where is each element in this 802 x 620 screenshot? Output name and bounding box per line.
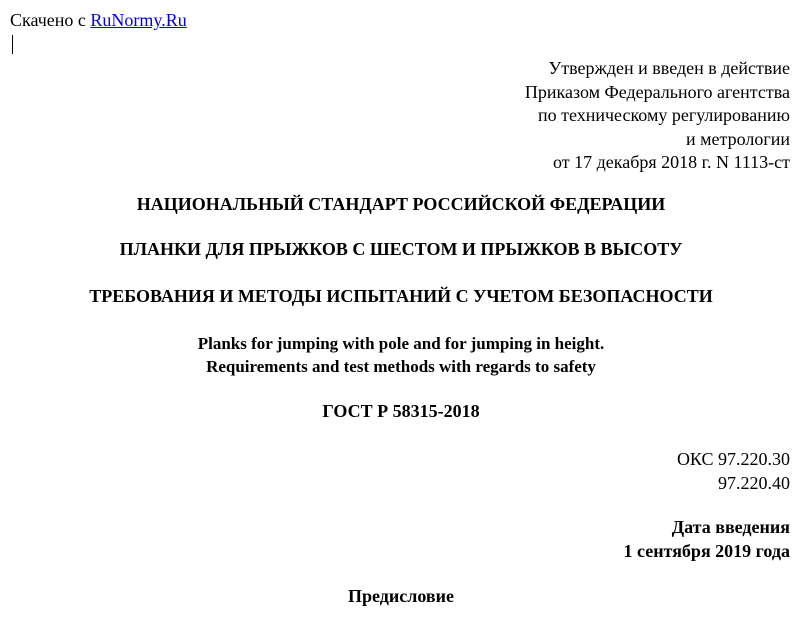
introduction-date-value: 1 сентября 2019 года [623, 541, 790, 561]
approval-line: Утвержден и введен в действие [548, 58, 790, 78]
english-title [0, 332, 802, 378]
document-subtitle: ТРЕБОВАНИЯ И МЕТОДЫ ИСПЫТАНИЙ С УЧЕТОМ БЕЗОПАСНОСТИ [89, 286, 713, 306]
okc-code-1: ОКС 97.220.30 [676, 449, 790, 469]
source-prefix: Скачено с [10, 10, 91, 30]
source-line [10, 10, 187, 31]
text-cursor [12, 35, 13, 54]
foreword-heading: Предисловие [348, 586, 454, 606]
okc-classification [677, 448, 790, 495]
approval-line: по техническому регулированию [537, 105, 790, 125]
approval-line: и метрологии [686, 128, 790, 149]
introduction-date [624, 515, 790, 563]
national-standard-heading: НАЦИОНАЛЬНЫЙ СТАНДАРТ РОССИЙСКОЙ ФЕДЕРАЦИИ [136, 194, 666, 214]
runormy-link[interactable]: RuNormy.Ru [90, 10, 187, 30]
approval-line: Приказом Федерального агентства [524, 81, 790, 102]
english-title-line-1: Planks for jumping with pole and for jumping in height. [197, 334, 605, 353]
introduction-date-label: Дата введения [671, 517, 790, 537]
english-title-line-2: Requirements and test methods with regards to safety [206, 357, 596, 376]
approval-line: от 17 декабря 2018 г. N 1113-ст [552, 152, 790, 172]
gost-number: ГОСТ Р 58315-2018 [322, 401, 480, 421]
document-title: ПЛАНКИ ДЛЯ ПРЫЖКОВ С ШЕСТОМ И ПРЫЖКОВ В ВЫСОТУ [119, 239, 683, 259]
okc-code-2: 97.220.40 [718, 472, 790, 493]
approval-block [525, 57, 790, 175]
